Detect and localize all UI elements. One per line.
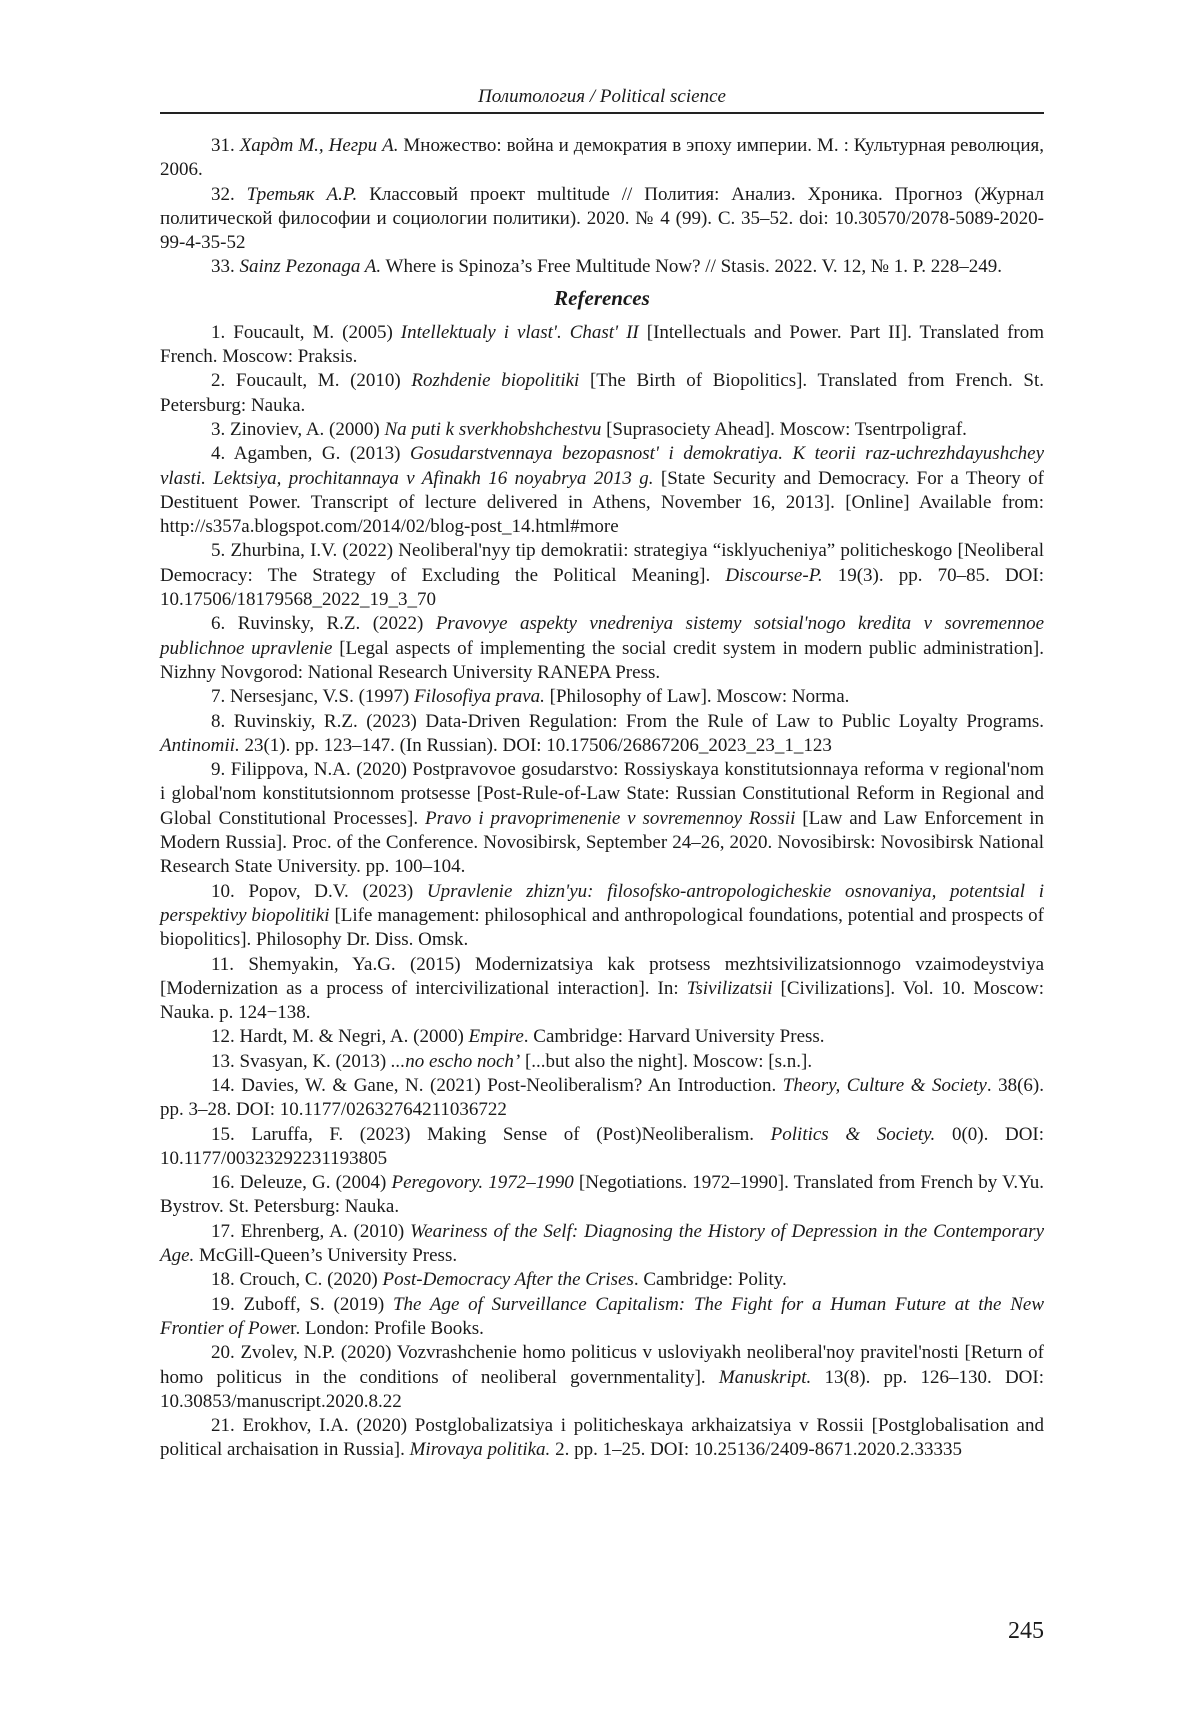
- reference-entry: 21. Erokhov, I.A. (2020) Postglobalizatsiya i politicheskaya arkhaizatsiya v Rossii [Postglobalisation and political archaisation in Russia]. Mirovaya politika. 2. pp. 1–25. DOI: 10.25136/2409-8671.2020.2.33335: [160, 1415, 1044, 1461]
- reference-entry: 9. Filippova, N.A. (2020) Postpravovoe gosudarstvo: Rossiyskaya konstitutsionnaya reforma v regional'nom i global'nom konstitutsionnom protsesse [Post-Rule-of-Law State: Russian Constitutional Reform in Regional and Global Constitutional Processes]. Pravo i pravoprimenenie v sovremennoy Rossii [Law and Law Enforcement in Modern Russia]. Proc. of the Conference. Novosibirsk, September 24–26, 2020. Novosibirsk: Novosibirsk National Research State University. pp. 100–104.: [160, 759, 1045, 878]
- reference-entry: 7. Nersesjanc, V.S. (1997) Filosofiya prava. [Philosophy of Law]. Moscow: Norma.: [211, 686, 850, 708]
- reference-entry: 3. Zinoviev, A. (2000) Na puti k sverkhobshchestvu [Suprasociety Ahead]. Moscow: Tsentrpoligraf.: [211, 418, 967, 440]
- reference-entry: 33. Sainz Pezonaga A. Where is Spinoza’s Free Multitude Now? // Stasis. 2022. V. 12, № 1. P. 228–249.: [211, 256, 1002, 278]
- page-body: [160, 134, 1044, 1463]
- page-number: 245: [1008, 1618, 1044, 1644]
- reference-entry: 1. Foucault, M. (2005) Intellektualy i vlast'. Chast' II [Intellectuals and Power. Part II]. Translated from French. Moscow: Praksis.: [160, 321, 1045, 368]
- reference-entry: 16. Deleuze, G. (2004) Peregovory. 1972–1990 [Negotiations. 1972–1990]. Translated from French by V.Yu. Bystrov. St. Petersburg: Nauka.: [160, 1172, 1045, 1218]
- reference-entry: 10. Popov, D.V. (2023) Upravlenie zhizn'yu: filosofsko-antropologicheskie osnovaniya, potentsial i perspektivy biopolitiki [Life management: philosophical and anthropological foundations, potential and prospects of biopolitics]. Philosophy Dr. Diss. Omsk.: [160, 880, 1045, 951]
- reference-entry: 13. Svasyan, K. (2013) ...no escho noch’ [...but also the night]. Moscow: [s.n.].: [211, 1050, 813, 1072]
- reference-entry: 11. Shemyakin, Ya.G. (2015) Modernizatsiya kak protsess mezhtsivilizatsionnogo vzaimodeystviya [Modernization as a process of intercivilizational interaction]. In: Tsivilizatsii [Civilizations]. Vol. 10. Moscow: Nauka. p. 124−138.: [160, 953, 1045, 1024]
- reference-entry: 8. Ruvinskiy, R.Z. (2023) Data-Driven Regulation: From the Rule of Law to Public Loyalty Programs. Antinomii. 23(1). pp. 123–147. (In Russian). DOI: 10.17506/26867206_2023_23_1_123: [160, 710, 1044, 756]
- reference-entry: 4. Agamben, G. (2013) Gosudarstvennaya bezopasnost' i demokratiya. K teorii raz-uchrezhdayushchey vlasti. Lektsiya, prochitannaya v Afinakh 16 noyabrya 2013 g. [State Security and Democracy. For a Theory of Destituent Power. Transcript of lecture delivered in Athens, November 16, 2013]. [Online] Available from: http://s357a.blogspot.com/2014/02/blog-post_14.html#more: [160, 443, 1044, 538]
- continued-reference-list: [160, 134, 1044, 280]
- reference-entry: 5. Zhurbina, I.V. (2022) Neoliberal'nyy tip demokratii: strategiya “isklyucheniya” politicheskogo [Neoliberal Democracy: The Strategy of Excluding the Political Meaning]. Discourse-P. 19(3). pp. 70–85. DOI: 10.17506/18179568_2022_19_3_70: [160, 540, 1045, 611]
- page: [160, 82, 1044, 1463]
- reference-entry: 31. Хардт М., Негри А. Множество: война и демократия в эпоху империи. М. : Культурная революция, 2006.: [160, 135, 1044, 181]
- reference-entry: 15. Laruffa, F. (2023) Making Sense of (Post)Neoliberalism. Politics & Society. 0(0). DOI: 10.1177/00323292231193805: [160, 1123, 1045, 1169]
- reference-list: [160, 321, 1044, 1463]
- reference-entry: 32. Третьяк А.Р. Классовый проект multitude // Полития: Анализ. Хроника. Прогноз (Журнал политической философии и социологии политики). 2020. № 4 (99). С. 35–52. doi: 10.30570/2078-5089-2020-99-4-35-52: [160, 183, 1044, 254]
- running-header: [160, 82, 1044, 114]
- reference-entry: 6. Ruvinsky, R.Z. (2022) Pravovye aspekty vnedreniya sistemy sotsial'nogo kredita v sovremennoe publichnoe upravlenie [Legal aspects of implementing the social credit system in modern public administration]. Nizhny Novgorod: National Research University RANEPA Press.: [160, 613, 1045, 683]
- running-title: Политология / Political science: [478, 86, 726, 107]
- reference-entry: 12. Hardt, M. & Negri, A. (2000) Empire. Cambridge: Harvard University Press.: [211, 1026, 825, 1048]
- reference-entry: 19. Zuboff, S. (2019) The Age of Surveillance Capitalism: The Fight for a Human Future at the New Frontier of Power. London: Profile Books.: [160, 1293, 1045, 1339]
- reference-entry: 2. Foucault, M. (2010) Rozhdenie biopolitiki [The Birth of Biopolitics]. Translated from French. St. Petersburg: Nauka.: [160, 370, 1044, 416]
- reference-entry: 14. Davies, W. & Gane, N. (2021) Post-Neoliberalism? An Introduction. Theory, Culture & Society. 38(6). pp. 3–28. DOI: 10.1177/02632764211036722: [160, 1074, 1044, 1121]
- reference-entry: 17. Ehrenberg, A. (2010) Weariness of the Self: Diagnosing the History of Depression in the Contemporary Age. McGill-Queen’s University Press.: [160, 1220, 1045, 1267]
- references-heading: References: [554, 285, 650, 310]
- reference-entry: 18. Crouch, C. (2020) Post-Democracy After the Crises. Cambridge: Polity.: [211, 1269, 787, 1291]
- reference-entry: 20. Zvolev, N.P. (2020) Vozvrashchenie homo politicus v usloviyakh neoliberal'noy pravitel'nosti [Return of homo politicus in the conditions of neoliberal governmentality]. Manuskript. 13(8). pp. 126–130. DOI: 10.30853/manuscript.2020.8.22: [160, 1342, 1045, 1412]
